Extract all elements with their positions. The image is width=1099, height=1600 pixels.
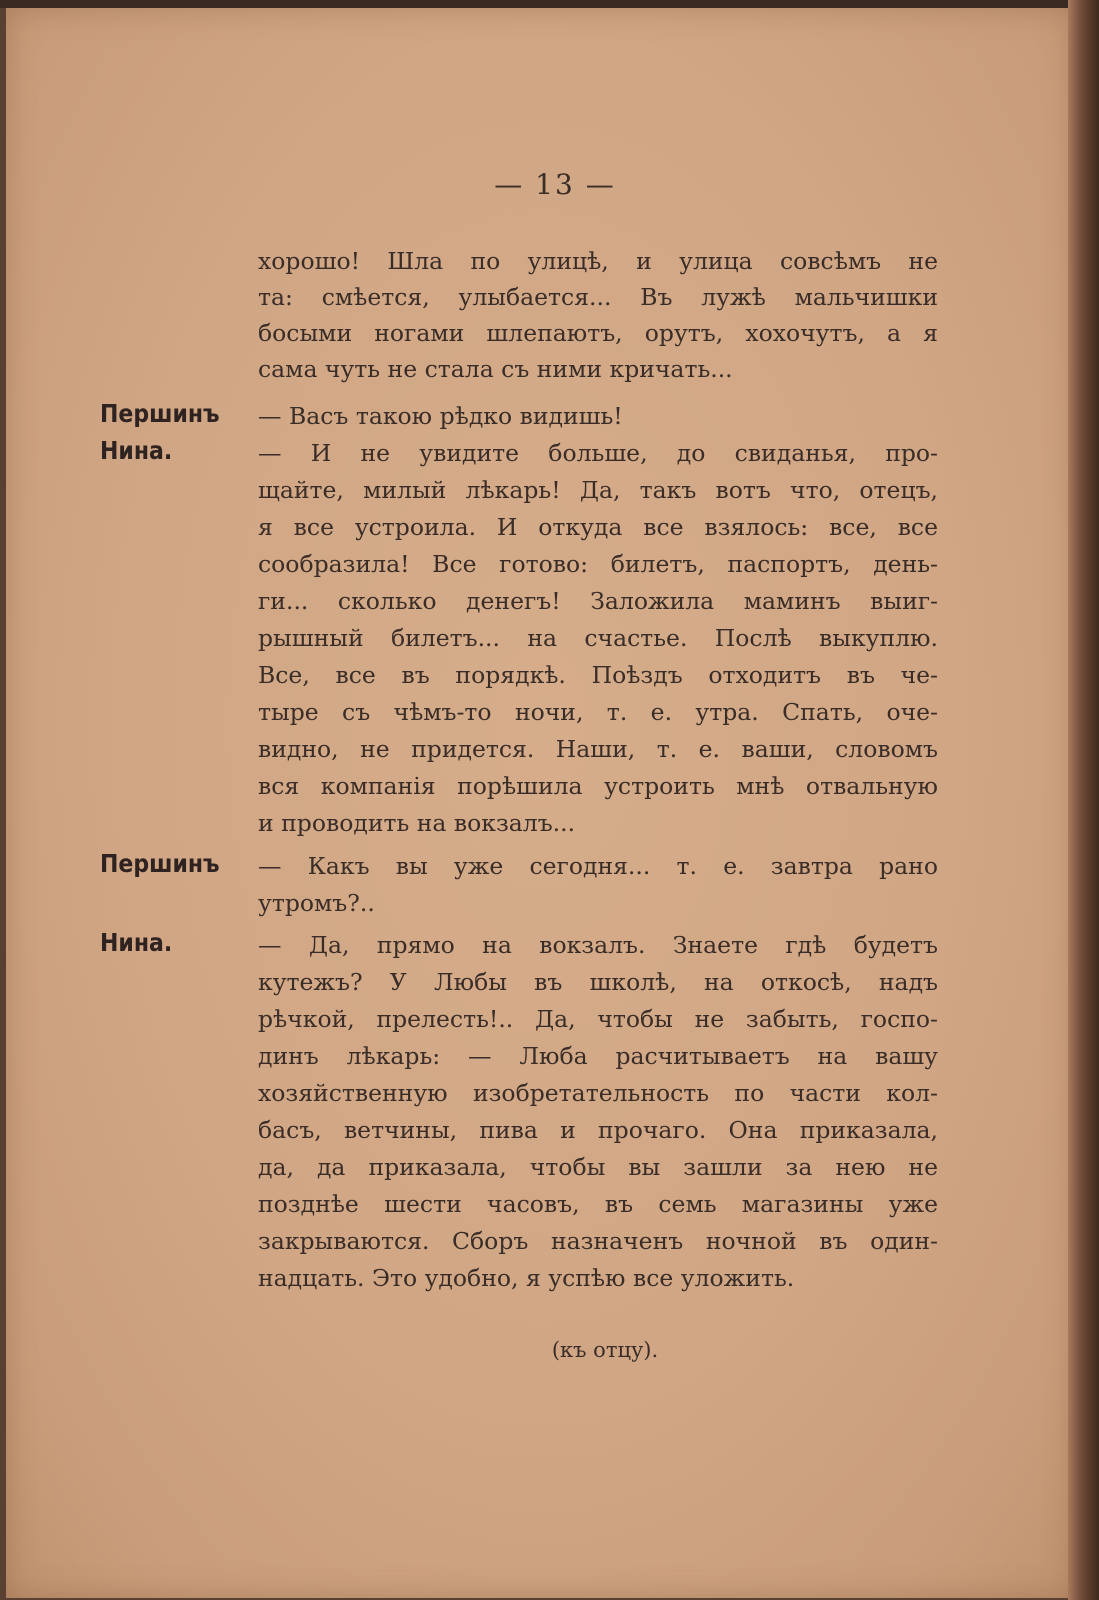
speaker-name: Першинъ — [100, 849, 220, 878]
text-line: — Да, прямо на вокзалъ. Знаете гдѣ будетъ — [258, 931, 938, 959]
text-line: хорошо! Шла по улицѣ, и улица совсѣмъ не — [258, 247, 938, 275]
text-line: — Какъ вы уже сегодня... т. е. завтра рано — [258, 852, 938, 880]
text-line: надцать. Это удобно, я успѣю все уложить. — [258, 1264, 795, 1292]
text-line: тыре съ чѣмъ-то ночи, т. е. утра. Спать, оче- — [258, 698, 938, 726]
text-line: динъ лѣкарь: — Люба расчитываетъ на вашу — [258, 1042, 938, 1070]
text-line: позднѣе шести часовъ, въ семь магазины уже — [258, 1190, 938, 1218]
speaker-name: Першинъ — [100, 399, 220, 428]
book-spine — [1068, 0, 1099, 1600]
text-line: сама чуть не стала съ ними кричать... — [258, 355, 733, 383]
speaker-name: Нина. — [100, 928, 173, 957]
text-line: кутежъ? У Любы въ школѣ, на откосѣ, надъ — [258, 968, 938, 996]
text-line: вся компанія порѣшила устроить мнѣ отвальную — [258, 772, 938, 800]
text-line: Все, все въ порядкѣ. Поѣздъ отходитъ въ че- — [258, 661, 938, 689]
text-line: босыми ногами шлепаютъ, орутъ, хохочутъ, а я — [258, 319, 938, 347]
stage-direction: (къ отцу). — [551, 1338, 659, 1362]
text-line: щайте, милый лѣкарь! Да, такъ вотъ что, отецъ, — [258, 476, 938, 504]
page-number: — 13 — — [494, 168, 616, 201]
text-line: рышный билетъ... на счастье. Послѣ выкуплю. — [258, 624, 938, 652]
top-edge — [0, 0, 1099, 8]
text-line: видно, не придется. Наши, т. е. ваши, словомъ — [258, 735, 938, 763]
text-line: хозяйственную изобретательность по части кол- — [258, 1079, 938, 1107]
text-line: утромъ?.. — [258, 889, 375, 917]
speaker-name: Нина. — [100, 436, 173, 465]
text-line: — И не увидите больше, до свиданья, про- — [258, 439, 938, 467]
text-line: да, да приказала, чтобы вы зашли за нею не — [258, 1153, 938, 1181]
text-line: басъ, ветчины, пива и прочаго. Она приказала, — [258, 1116, 938, 1144]
text-line: я все устроила. И откуда все взялось: все, все — [258, 513, 938, 541]
text-line: ги... сколько денегъ! Заложила маминъ выиг- — [258, 587, 938, 615]
book-page — [6, 8, 1074, 1598]
text-line: рѣчкой, прелесть!.. Да, чтобы не забыть, госпо- — [258, 1005, 938, 1033]
text-line: и проводить на вокзалъ... — [258, 809, 576, 837]
text-line: закрываются. Сборъ назначенъ ночной въ один- — [258, 1227, 938, 1255]
text-line: сообразила! Все готово: билетъ, паспортъ, день- — [258, 550, 938, 578]
text-line: та: смѣется, улыбается... Въ лужѣ мальчишки — [258, 283, 938, 311]
text-line: — Васъ такою рѣдко видишь! — [258, 402, 623, 430]
